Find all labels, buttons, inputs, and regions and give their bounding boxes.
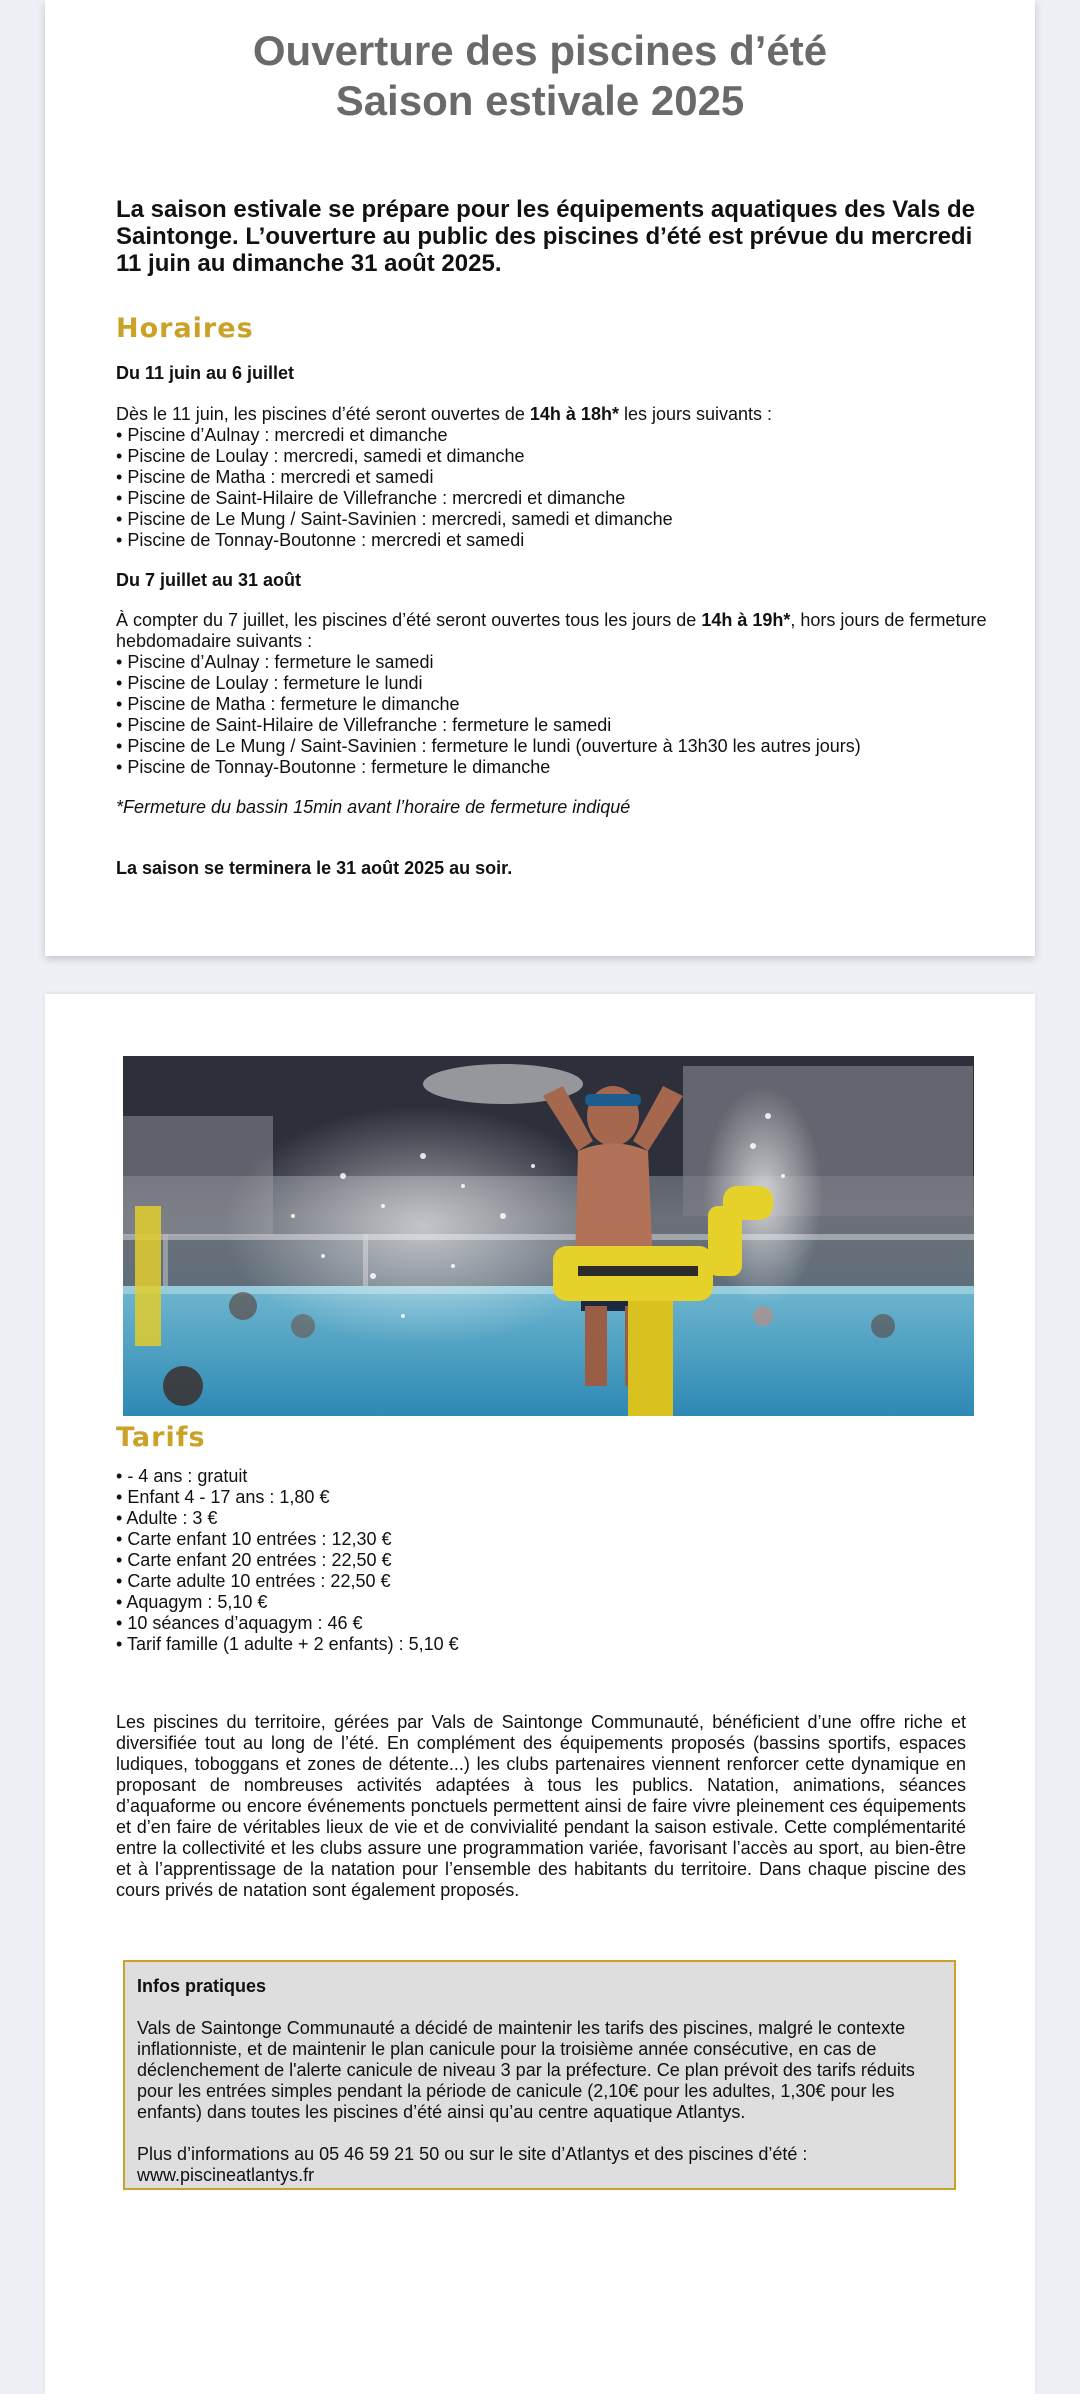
list-item: • Carte enfant 10 entrées : 12,30 € [116, 1529, 1016, 1550]
period-2-title: Du 7 juillet au 31 août [116, 570, 302, 590]
document-page-1 [45, 0, 1035, 956]
period-2-intro-end: , hors jours de fermeture hebdomadaire suivants : [116, 610, 987, 651]
list-item: • Piscine de Le Mung / Saint-Savinien : mercredi, samedi et dimanche [116, 509, 1016, 530]
title-line-1: Ouverture des piscines d’été [252, 27, 828, 74]
period-1-title: Du 11 juin au 6 juillet [116, 363, 295, 383]
list-item: • Piscine d’Aulnay : fermeture le samedi [116, 652, 1016, 673]
list-item: • Piscine de Saint-Hilaire de Villefranche : fermeture le samedi [116, 715, 1016, 736]
list-item: • Enfant 4 - 17 ans : 1,80 € [116, 1487, 1016, 1508]
list-item: • Carte adulte 10 entrées : 22,50 € [116, 1571, 1016, 1592]
child-water-play-image [123, 1056, 974, 1416]
description-paragraph: Les piscines du territoire, gérées par Vals de Saintonge Communauté, bénéficient d’une offre riche et diversifiée tout au long de l’été. En complément des équipements proposés (bassins sportifs, espaces ludiques, toboggans et zones de détente...) les clubs partenaires viennent renforcer cette dynamique en proposant de nombreuses activités adaptées à tous les publics. Natation, animations, séances d’aquaforme ou encore événements ponctuels permettent ainsi de faire vivre pleinement ces équipements et d’en faire de véritables lieux de vie et de convivialité pendant la saison estivale. Cette complémentarité entre la collectivité et les clubs assure une programmation variée, favorisant l’accès au sport, au bien-être et à l’apprentissage de la natation pour l’ensemble des habitants du territoire. Dans chaque piscine des cours privés de natation sont également proposés. [116, 1712, 966, 1900]
list-item: • Piscine de Le Mung / Saint-Savinien : fermeture le lundi (ouverture à 13h30 les autres jours) [116, 736, 1016, 757]
period-1-heading [116, 363, 1016, 384]
tarifs-list [116, 1466, 1016, 1655]
closing-time-note: *Fermeture du bassin 15min avant l’horaire de fermeture indiqué [116, 797, 631, 817]
period-2-intro [116, 610, 1016, 652]
list-item: • Piscine de Matha : mercredi et samedi [116, 467, 1016, 488]
period-1-intro [116, 404, 1016, 425]
list-item: • Aquagym : 5,10 € [116, 1592, 1016, 1613]
period-1-intro-text: Dès le 11 juin, les piscines d’été seront ouvertes de [116, 404, 530, 424]
period-2-heading [116, 570, 1016, 591]
period-2-section [116, 610, 1016, 778]
list-item: • - 4 ans : gratuit [116, 1466, 1016, 1487]
list-item: • Piscine de Loulay : fermeture le lundi [116, 673, 1016, 694]
title-line-2: Saison estivale 2025 [335, 77, 745, 124]
horaires-heading: Horaires [116, 313, 254, 344]
period-2-hours: 14h à 19h* [701, 610, 791, 630]
infos-body: Vals de Saintonge Communauté a décidé de maintenir les tarifs des piscines, malgré le contexte inflationniste, et de maintenir le plan canicule pour la troisième année consécutive, en cas de déclenchement de l'alerte canicule de niveau 3 par la préfecture. Ce plan prévoit des tarifs réduits pour les entrées simples pendant la période de canicule (2,10€ pour les adultes, 1,30€ pour les enfants) dans toutes les piscines d’été ainsi qu’au centre aquatique Atlantys. [137, 2018, 915, 2122]
list-item: • Piscine de Tonnay-Boutonne : mercredi et samedi [116, 530, 1016, 551]
period-1-intro-end: les jours suivants : [618, 404, 773, 424]
list-item: • Piscine de Saint-Hilaire de Villefranche : mercredi et dimanche [116, 488, 1016, 509]
infos-heading: Infos pratiques [137, 1976, 267, 1996]
list-item: • Piscine de Tonnay-Boutonne : fermeture le dimanche [116, 757, 1016, 778]
page-title [45, 26, 1035, 126]
infos-contact: Plus d’informations au 05 46 59 21 50 ou sur le site d’Atlantys et des piscines d’été : www.piscineatlantys.fr [137, 2144, 808, 2185]
list-item: • Piscine d’Aulnay : mercredi et dimanche [116, 425, 1016, 446]
pool-photo [123, 1056, 974, 1416]
list-item: • Piscine de Matha : fermeture le dimanche [116, 694, 1016, 715]
list-item: • 10 séances d’aquagym : 46 € [116, 1613, 1016, 1634]
list-item: • Carte enfant 20 entrées : 22,50 € [116, 1550, 1016, 1571]
lead-paragraph: La saison estivale se prépare pour les équipements aquatiques des Vals de Saintonge. L’ouverture au public des piscines d’été est prévue du mercredi 11 juin au dimanche 31 août 2025. [116, 196, 976, 277]
document-page-2 [45, 994, 1035, 2394]
list-item: • Adulte : 3 € [116, 1508, 1016, 1529]
period-1-section [116, 404, 1016, 551]
list-item: • Tarif famille (1 adulte + 2 enfants) : 5,10 € [116, 1634, 1016, 1655]
infos-pratiques-box [123, 1960, 956, 2190]
list-item: • Piscine de Loulay : mercredi, samedi et dimanche [116, 446, 1016, 467]
tarifs-heading: Tarifs [116, 1422, 206, 1453]
period-2-intro-text: À compter du 7 juillet, les piscines d’été seront ouvertes tous les jours de [116, 610, 702, 630]
period-1-hours: 14h à 18h* [529, 404, 619, 424]
season-end-text: La saison se terminera le 31 août 2025 au soir. [116, 858, 513, 878]
